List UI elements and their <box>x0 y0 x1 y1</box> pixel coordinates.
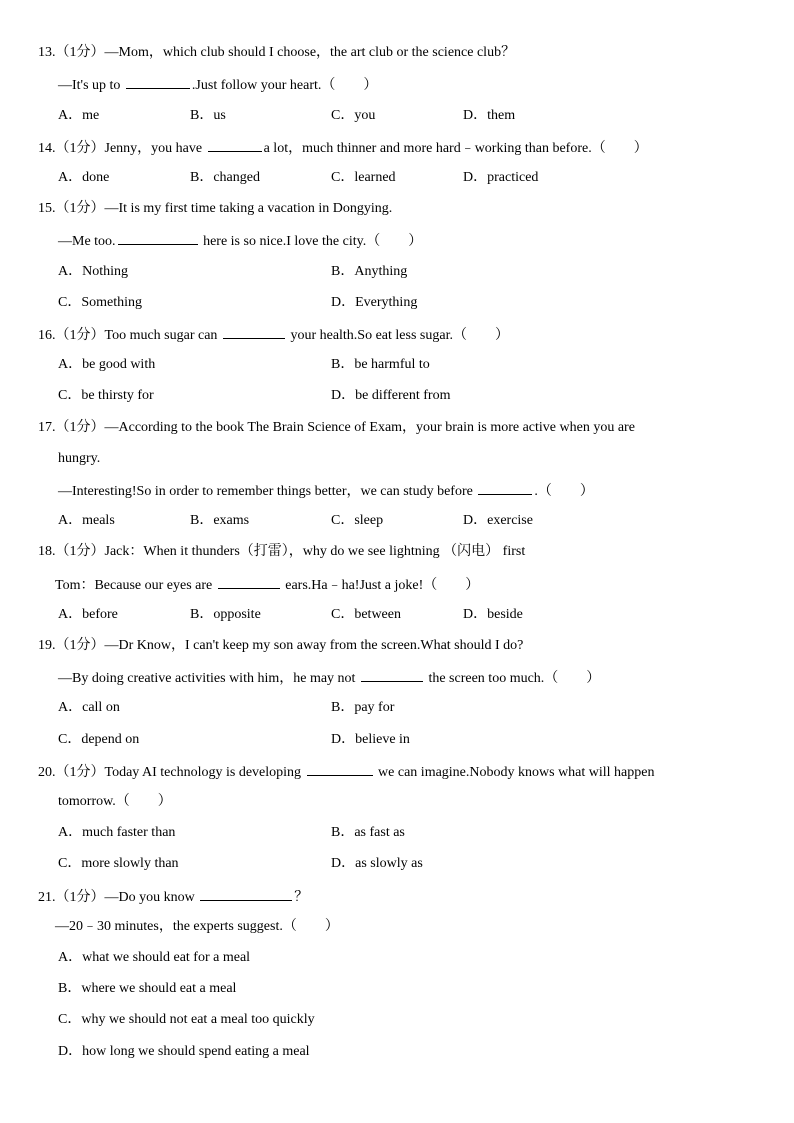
question-15-stem <box>38 199 392 219</box>
option-c: C．sleep <box>331 513 384 528</box>
option-c: C．why we should not eat a meal too quickly <box>58 1012 315 1027</box>
option-d: D．as slowly as <box>331 856 423 871</box>
option-b: B．changed <box>190 170 260 185</box>
question-number: 19.（1分） <box>38 638 105 653</box>
question-text: —According to the book The Brain Science of Exam，your brain is more active when you are <box>104 420 635 435</box>
question-18-stem <box>38 542 525 562</box>
question-17-stem <box>38 418 755 438</box>
option-a: A．call on <box>58 700 120 715</box>
option-c: C．you <box>331 108 376 123</box>
question-text: ears.Ha﹣ha!Just a joke!（ ） <box>281 578 480 593</box>
answer-blank <box>223 324 285 339</box>
option-b: B．exams <box>190 513 250 528</box>
question-number: 14.（1分） <box>38 141 105 156</box>
question-13-stem <box>38 43 515 63</box>
option-c: C．be thirsty for <box>58 388 154 403</box>
question-text: ？ <box>294 890 309 905</box>
option-b: B．be harmful to <box>331 357 430 372</box>
answer-blank <box>126 74 190 89</box>
option-a: A．be good with <box>58 357 156 372</box>
question-number: 20.（1分） <box>38 765 105 780</box>
question-20-cont: tomorrow.（ ） <box>58 794 172 809</box>
option-c: C．between <box>331 607 401 622</box>
question-text: —It's up to <box>58 78 124 93</box>
question-text: Jenny，you have <box>104 141 206 156</box>
option-c: C．learned <box>331 170 396 185</box>
option-d: D．beside <box>463 607 523 622</box>
question-17-cont: hungry. <box>58 451 101 466</box>
option-d: D．practiced <box>463 170 539 185</box>
option-b: B．where we should eat a meal <box>58 981 237 996</box>
option-b: B．opposite <box>190 607 261 622</box>
question-number: 21.（1分） <box>38 890 105 905</box>
option-d: D．them <box>463 108 516 123</box>
question-text: a lot，much thinner and more hard﹣working than before.（ ） <box>263 141 648 156</box>
question-15-line2 <box>58 230 422 250</box>
question-13-line2 <box>58 74 377 94</box>
option-a: A．what we should eat for a meal <box>58 950 251 965</box>
answer-blank <box>478 480 532 495</box>
option-a: A．Nothing <box>58 264 128 279</box>
answer-blank <box>200 886 292 901</box>
option-a: A．meals <box>58 513 115 528</box>
question-number: 15.（1分） <box>38 201 105 216</box>
question-21-stem <box>38 886 308 906</box>
question-text: —It is my first time taking a vacation in Dongying. <box>104 201 393 216</box>
question-16-stem <box>38 324 509 344</box>
question-number: 13.（1分） <box>38 45 105 60</box>
option-d: D．Everything <box>331 295 418 310</box>
option-b: B．Anything <box>331 264 408 279</box>
question-text: —Do you know <box>104 890 199 905</box>
question-text: we can imagine.Nobody knows what will happen <box>374 765 655 780</box>
question-text: .Just follow your heart.（ ） <box>191 78 378 93</box>
question-text: Today AI technology is developing <box>104 765 305 780</box>
option-b: B．as fast as <box>331 825 405 840</box>
option-a: A．me <box>58 108 100 123</box>
answer-blank <box>218 574 280 589</box>
answer-blank <box>307 761 373 776</box>
option-d: D．exercise <box>463 513 533 528</box>
question-19-stem <box>38 636 523 656</box>
question-number: 16.（1分） <box>38 328 105 343</box>
option-d: D．believe in <box>331 732 410 747</box>
option-b: B．pay for <box>331 700 395 715</box>
option-c: C．depend on <box>58 732 140 747</box>
question-text: Too much sugar can <box>104 328 221 343</box>
question-text: .（ ） <box>534 484 594 499</box>
option-d: D．how long we should spend eating a meal <box>58 1044 310 1059</box>
answer-blank <box>118 230 198 245</box>
question-number: 17.（1分） <box>38 420 105 435</box>
question-text: —Me too. <box>58 234 116 249</box>
question-18-line2 <box>55 574 479 594</box>
question-17-line2 <box>58 480 594 500</box>
question-text: here is so nice.I love the city.（ ） <box>199 234 423 249</box>
answer-blank <box>361 667 423 682</box>
question-text: the screen too much.（ ） <box>424 671 601 686</box>
option-d: D．be different from <box>331 388 451 403</box>
question-text: Tom：Because our eyes are <box>55 578 216 593</box>
option-c: C．Something <box>58 295 143 310</box>
question-text: —Dr Know，I can't keep my son away from the screen.What should I do? <box>104 638 524 653</box>
option-a: A．before <box>58 607 118 622</box>
question-text: —Interesting!So in order to remember things better，we can study before <box>58 484 477 499</box>
answer-blank <box>208 137 262 152</box>
question-14-stem <box>38 137 648 157</box>
question-text: —By doing creative activities with him，he may not <box>58 671 359 686</box>
question-text: —Mom，which club should I choose，the art club or the science club？ <box>104 45 516 60</box>
question-text: your health.So eat less sugar.（ ） <box>286 328 509 343</box>
question-text: Jack：When it thunders（打雷），why do we see lightning （闪电） first <box>104 544 526 559</box>
option-a: A．much faster than <box>58 825 176 840</box>
question-21-line2: —20﹣30 minutes，the experts suggest.（ ） <box>55 919 339 934</box>
option-c: C．more slowly than <box>58 856 179 871</box>
question-20-stem <box>38 761 755 781</box>
question-number: 18.（1分） <box>38 544 105 559</box>
option-a: A．done <box>58 170 110 185</box>
question-19-line2 <box>58 667 600 687</box>
option-b: B．us <box>190 108 226 123</box>
